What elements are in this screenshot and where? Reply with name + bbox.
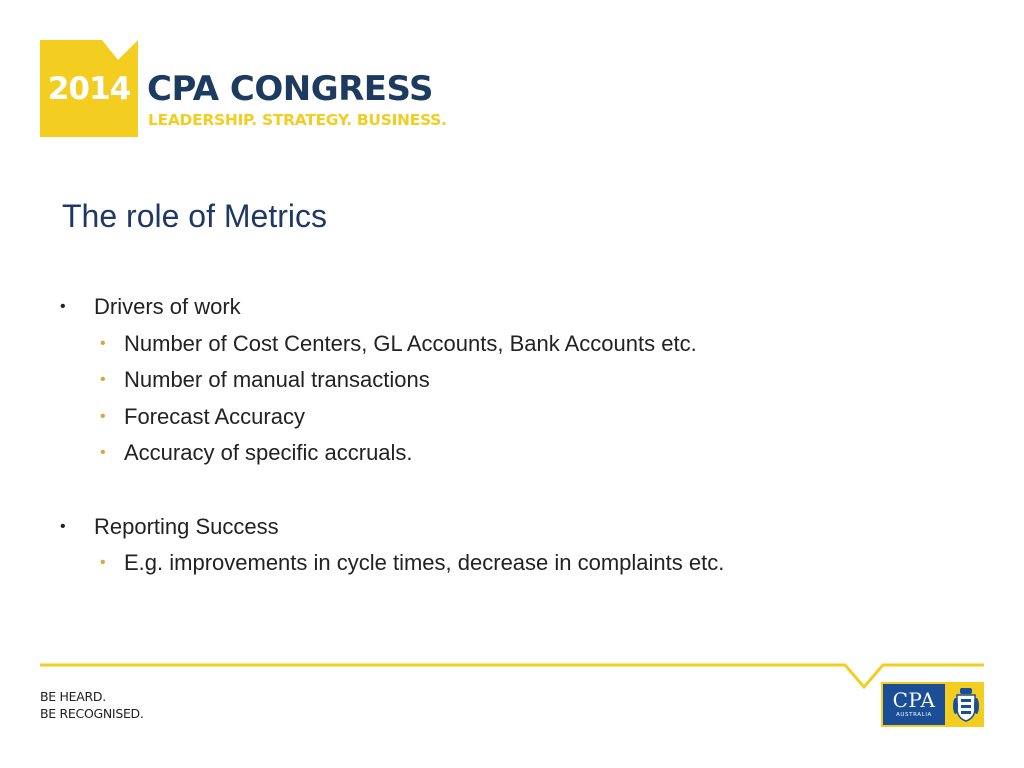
bullet-list — [0, 291, 1024, 584]
sub-bullet-item — [0, 401, 1024, 438]
sub-bullet-item — [0, 547, 1024, 584]
congress-logo-block — [40, 40, 138, 137]
sub-bullet-text: Accuracy of specific accruals. — [124, 440, 413, 465]
sub-bullet-item — [0, 364, 1024, 401]
sub-bullet-item — [0, 328, 1024, 365]
bullet-icon: • — [60, 298, 66, 315]
sub-bullet-icon: • — [100, 444, 106, 461]
footer-slogan — [40, 688, 144, 722]
cpa-logo-panel — [883, 684, 945, 725]
cpa-logo-word: CPA — [892, 688, 936, 712]
cpa-logo-sub: AUSTRALIA — [896, 712, 932, 718]
bullet-item — [0, 511, 1024, 548]
bullet-item — [0, 291, 1024, 328]
logo-tagline: LEADERSHIP. STRATEGY. BUSINESS. — [148, 111, 447, 129]
footer-divider — [0, 660, 1024, 700]
bullet-icon: • — [60, 517, 66, 535]
logo-year: 2014 — [47, 71, 131, 107]
bullet-text: Drivers of work — [94, 294, 241, 319]
bullet-spacer — [0, 474, 1024, 511]
slogan-line-1: BE HEARD. — [40, 689, 106, 704]
bullet-text: Reporting Success — [94, 513, 279, 539]
sub-bullet-icon: • — [100, 371, 106, 388]
sub-bullet-icon: • — [100, 554, 106, 571]
sub-bullet-icon: • — [100, 407, 106, 425]
sub-bullet-item — [0, 437, 1024, 474]
sub-bullet-text: Number of manual transactions — [124, 367, 430, 392]
slogan-line-2: BE RECOGNISED. — [40, 706, 144, 721]
logo-title: CPA CONGRESS — [147, 69, 433, 109]
sub-bullet-text: E.g. improvements in cycle times, decrease in complaints etc. — [124, 550, 725, 575]
sub-bullet-text: Forecast Accuracy — [124, 403, 305, 429]
sub-bullet-icon: • — [100, 334, 106, 352]
sub-bullet-text: Number of Cost Centers, GL Accounts, Bank Accounts etc. — [124, 330, 697, 356]
coat-of-arms-icon — [953, 688, 979, 722]
cpa-australia-logo — [881, 682, 984, 727]
slide-title: The role of Metrics — [62, 198, 327, 234]
